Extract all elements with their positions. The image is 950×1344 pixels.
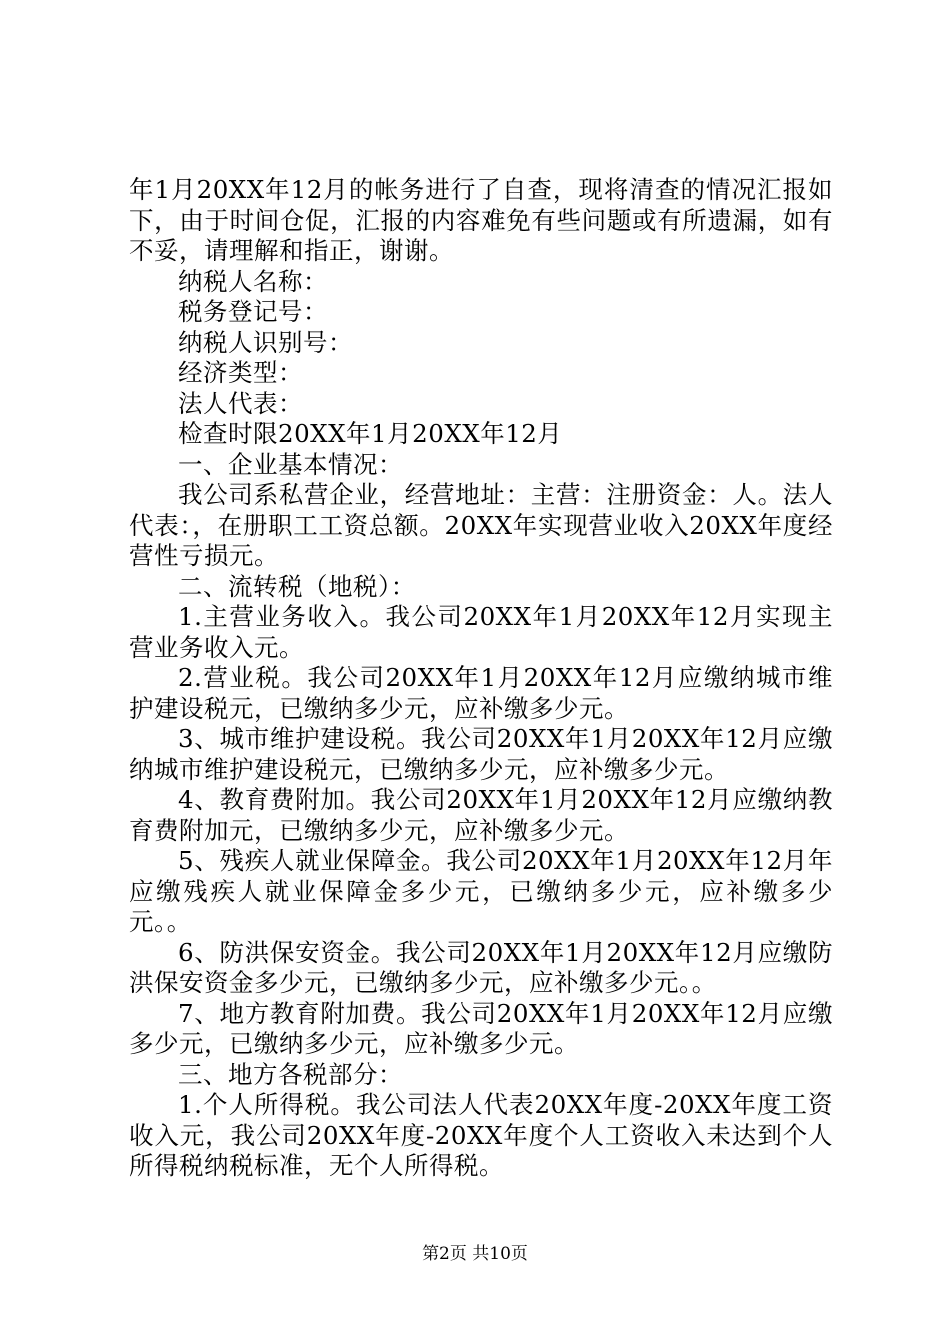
field-taxpayer-name: 纳税人名称：: [178, 266, 328, 296]
item-personal-income-tax: 1.个人所得税。我公司法人代表20XX年度-20XX年度工资收入元，我公司20XX年度-20XX年度个人工资收入未达到个人所得税纳税标准，无个人所得税。: [129, 1090, 833, 1180]
field-legal-representative: 法人代表：: [178, 388, 303, 418]
item-business-tax: 2.营业税。我公司20XX年1月20XX年12月应缴纳城市维护建设税元，已缴纳多少元，应补缴多少元。: [129, 663, 833, 723]
section-heading-local-taxes: 三、地方各税部分：: [178, 1059, 403, 1089]
paragraph-basic-info: 我公司系私营企业，经营地址：主营：注册资金：人。法人代表：，在册职工工资总额。20XX年实现营业收入20XX年度经营性亏损元。: [129, 480, 833, 570]
field-inspection-period: 检查时限20XX年1月20XX年12月: [178, 419, 563, 448]
item-education-surcharge: 4、教育费附加。我公司20XX年1月20XX年12月应缴纳教育费附加元，已缴纳多少元，应补缴多少元。: [129, 785, 833, 845]
item-disability-employment-fund: 5、残疾人就业保障金。我公司20XX年1月20XX年12月年应缴残疾人就业保障金多少元，已缴纳多少元，应补缴多少元。。: [129, 846, 833, 936]
section-heading-turnover-tax: 二、流转税（地税）：: [178, 571, 416, 601]
field-economic-type: 经济类型：: [178, 358, 303, 387]
page-footer: [0, 1243, 950, 1265]
section-heading-basic-info: 一、企业基本情况：: [178, 449, 403, 479]
field-tax-registration-number: 税务登记号：: [178, 297, 328, 326]
paragraph-intro-continued: 年1月20XX年12月的帐务进行了自查，现将清查的情况汇报如下，由于时间仓促，汇报的内容难免有些问题或有所遗漏，如有不妥，请理解和指正，谢谢。: [129, 175, 833, 265]
document-body: [129, 175, 833, 1182]
item-flood-control-fund: 6、防洪保安资金。我公司20XX年1月20XX年12月应缴防洪保安资金多少元，已缴纳多少元，应补缴多少元。。: [129, 937, 833, 997]
item-urban-construction-tax: 3、城市维护建设税。我公司20XX年1月20XX年12月应缴纳城市维护建设税元，已缴纳多少元，应补缴多少元。: [129, 724, 833, 784]
item-local-education-surcharge: 7、地方教育附加费。我公司20XX年1月20XX年12月应缴多少元，已缴纳多少元，应补缴多少元。: [129, 998, 833, 1058]
field-taxpayer-id: 纳税人识别号：: [178, 327, 353, 357]
item-main-business-income: 1.主营业务收入。我公司20XX年1月20XX年12月实现主营业务收入元。: [129, 602, 833, 662]
page-number-label: 第2页 共10页: [422, 1244, 528, 1264]
